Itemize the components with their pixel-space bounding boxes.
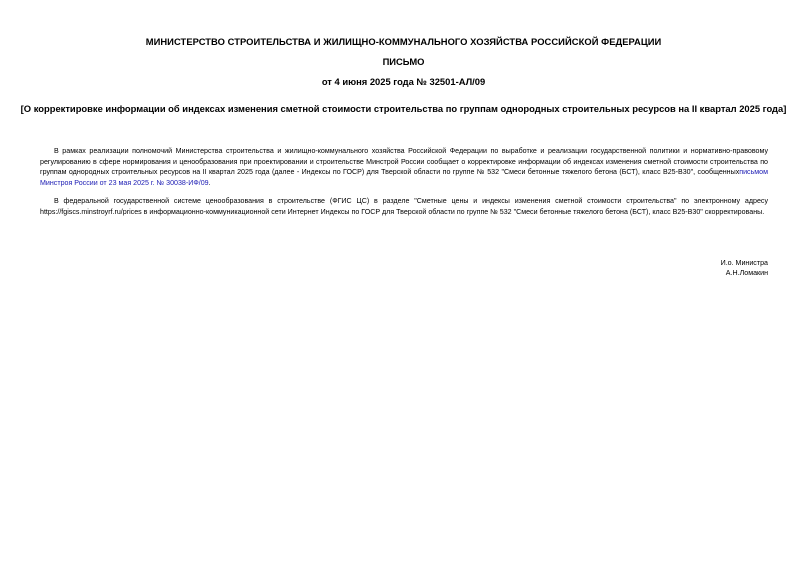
document-type: ПИСЬМО (382, 56, 425, 67)
paragraph-1-text: В рамках реализации полномочий Министерства строительства и жилищно-коммунального хозяйства Российской Федерации по выработке и реализации государственной политики и нормативно-правовому регулированию в сфере нормирования и ценообразования при проектировании и строительстве Минстрой России сообщает о корректировке информации об индексах изменения сметной стоимости строительства по группам однородных строительных ресурсов на II квартал 2025 года (далее - Индексы по ГОСР) для Тверской области по группе № 532 "Смеси бетонные тяжелого бетона (БСТ), класс В25-В30", сообщенных (40, 147, 768, 177)
paragraph-1-end: . (208, 178, 211, 187)
body-paragraph-1 (40, 146, 768, 188)
ministry-heading: МИНИСТЕРСТВО СТРОИТЕЛЬСТВА И ЖИЛИЩНО-КОММУНАЛЬНОГО ХОЗЯЙСТВА РОССИЙСКОЙ ФЕДЕРАЦИИ (145, 36, 662, 47)
document-date-number: от 4 июня 2025 года № 32501-АЛ/09 (321, 76, 486, 87)
paragraph-2-text: В федеральной государственной системе ценообразования в строительстве (ФГИС ЦС) в разделе "Сметные цены и индексы изменения сметной стоимости строительства" по электронному адресу https://fgiscs.minstroyrf.ru/prices в информационно-коммуникационной сети Интернет Индексы по ГОСР для Тверской области по группе № 532 "Смеси бетонные тяжелого бетона (БСТ), класс В25-В30" скорректированы. (40, 197, 768, 216)
document-subject: [О корректировке информации об индексах изменения сметной стоимости строительства по группам однородных строительных ресурсов на II квартал 2025 года] (20, 103, 787, 114)
body-paragraph-2 (40, 196, 768, 217)
signatory-name: А.Н.Ломакин (725, 269, 768, 277)
signatory-title: И.о. Министра (720, 259, 768, 267)
referenced-letter-link[interactable]: письмом Минстроя России от 23 мая 2025 г. № 30038-ИФ/09 (40, 168, 768, 187)
